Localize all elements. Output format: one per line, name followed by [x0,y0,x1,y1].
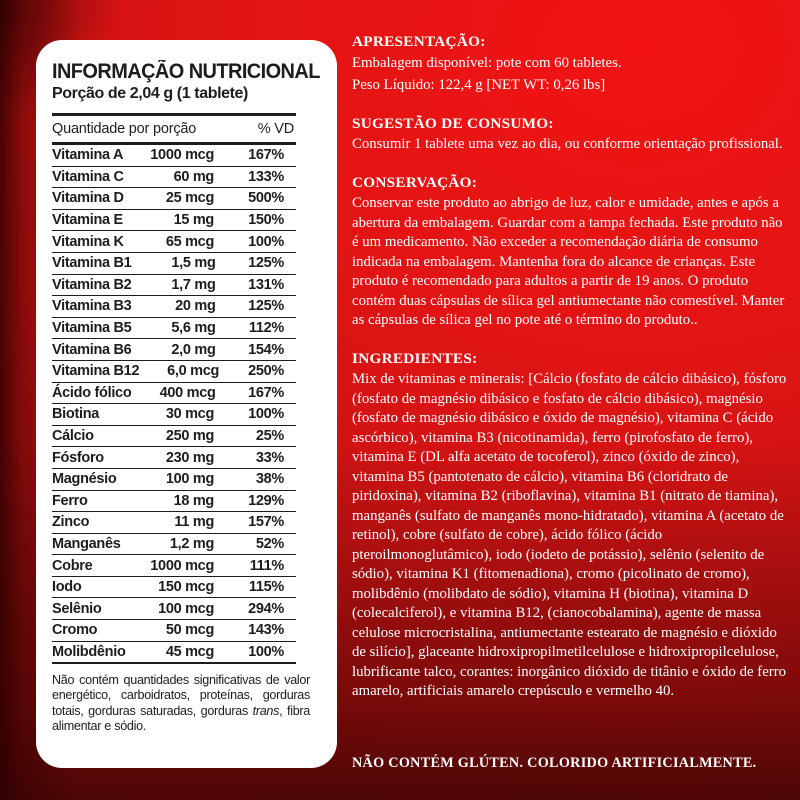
section-heading: CONSERVAÇÃO: [352,173,478,191]
nutrient-name: Vitamina B1 [52,255,132,272]
table-row [52,598,296,620]
table-row [52,253,296,275]
nutrient-amount: 1,2 mg [169,535,214,552]
table-row [52,404,296,426]
label-info-column [352,32,788,720]
info-section [352,32,788,96]
nutrient-amount: 5,6 mg [171,320,216,337]
nutrient-amount: 45 mcg [165,643,214,660]
table-row [52,145,296,167]
quantity-per-serving-label: Quantidade por porção [52,121,197,137]
nutrient-amount: 230 mg [165,449,214,466]
table-row [52,339,296,361]
nutrient-dv: 500% [248,190,284,207]
section-text: Consumir 1 tablete uma vez ao dia, ou conforme orientação profissional. [352,136,783,152]
serving-size: Porção de 2,04 g (1 tablete) [52,85,248,102]
nutrient-amount: 65 mcg [165,233,214,250]
nutrient-amount: 100 mg [165,471,214,488]
nutrient-amount: 1,5 mg [171,255,216,272]
nutrient-dv: 250% [248,363,284,380]
table-row [52,447,296,469]
nutrient-name: Vitamina K [52,233,124,250]
table-row [52,620,296,642]
section-text: Conservar este produto ao abrigo de luz, calor e umidade, antes e após a abertura da embalagem. Guardar com a tampa fechada. Este produto não é um medicamento. Não exceder a recomendação diária de consumo indicada na embalagem. Mantenha fora do alcance de crianças. Este produto é recomendado para adultos a partir de 19 anos. O produto contém duas cápsulas de sílica gel antiumectante não comestível. Manter as cápsulas de sílica gel no pote até o término do produto.. [352,195,785,328]
nutrient-dv: 143% [248,622,284,639]
nutrient-amount: 1000 mcg [150,147,214,164]
nutrition-facts-panel [36,40,337,768]
nutrient-dv: 25% [255,428,284,445]
nutrient-dv: 131% [248,276,284,293]
nutrition-table-body [52,145,296,664]
nutrient-amount: 150 mcg [158,579,214,596]
nutrient-dv: 100% [248,643,284,660]
nutrient-name: Iodo [52,579,82,596]
nutrient-name: Biotina [52,406,100,423]
nutrient-amount: 30 mcg [165,406,214,423]
table-row [52,361,296,383]
section-heading: APRESENTAÇÃO: [352,33,486,50]
nutrient-dv: 33% [255,449,284,466]
nutrient-amount: 50 mcg [165,622,214,639]
nutrient-amount: 250 mg [165,428,214,445]
nutrient-dv: 125% [248,255,284,272]
section-text: Mix de vitaminas e minerais: [Cálcio (fosfato de cálcio dibásico), fósforo (fosfato de magnésio dibásico e fosfato de cálcio dibásico), magnésio (fosfato de magnésio dibásico e óxido de magnésio), vitamina C (ácido ascórbico), vitamina B3 (nicotinamida), ferro (pirofosfato de ferro), vitamina E (DL alfa acetato de tocoferol), zinco (óxido de zinco), vitamina B5 (pantotenato de cálcio), vitamina B6 (cloridrato de piridoxina), vitamina B2 (riboflavina), vitamina B1 (nitrato de tiamina), manganês (sulfato de manganês mono-hidratado), vitamina A (acetato de retinol), cobre (sulfato de cobre), ácido fólico (ácido pteroilmonoglutâmico), iodo (iodeto de potássio), selênio (selenito de sódio), vitamina K1 (fitomenadiona), cromo (picolinato de cromo), molibdênio (molibdato de sódio), vitamina H (biotina), vitamina D (colecalciferol), e vitamina B12, (cianocobalamina), agente de massa celulose microcristalina, antiumectante estearato de magnésio e dióxido de silício], glaceante hidroxipropilmetilcelulose e hidroxipropilcelulose, lubrificante talco, corantes: inorgânico dióxido de titânio e óxido de ferro amarelo, artificiais amarelo crepúsculo e vermelho 40. [352,371,787,699]
nutrient-name: Cálcio [52,428,94,445]
nutrient-name: Ácido fólico [52,384,132,401]
nutrient-dv: 129% [248,492,284,509]
table-row [52,167,296,189]
nutrition-footnote [52,673,310,734]
nutrient-dv: 52% [255,535,284,552]
nutrient-amount: 60 mg [173,168,214,185]
table-row [52,534,296,556]
nutrition-panel-title: INFORMAÇÃO NUTRICIONAL [52,60,320,83]
nutrient-name: Vitamina B12 [52,363,140,380]
section-text: Embalagem disponível: pote com 60 tabletes. [352,54,622,71]
nutrition-table [52,113,296,664]
nutrient-amount: 20 mg [175,298,216,315]
nutrient-name: Ferro [52,492,88,509]
section-text: Peso Líquido: 122,4 g [NET WT: 0,26 lbs] [352,77,606,93]
nutrient-name: Fósforo [52,449,104,466]
nutrient-dv: 125% [248,298,284,315]
nutrient-amount: 6,0 mcg [167,363,220,380]
table-row [52,275,296,297]
info-section [352,173,788,331]
nutrient-name: Vitamina C [52,168,124,185]
nutrient-dv: 38% [255,471,284,488]
nutrient-dv: 167% [248,384,284,401]
nutrient-name: Manganês [52,535,121,552]
nutrient-dv: 167% [248,147,284,164]
nutrient-dv: 100% [248,406,284,423]
table-row [52,642,296,665]
nutrient-dv: 112% [248,320,284,337]
table-row [52,426,296,448]
table-row [52,296,296,318]
nutrition-table-header [52,113,296,145]
table-row [52,383,296,405]
section-heading: SUGESTÃO DE CONSUMO: [352,114,554,132]
footnote-text-before: Não contém quantidades significativas de valor energético, carboidratos, proteínas, gorduras totais, gorduras saturadas, gorduras [52,673,310,718]
nutrient-dv: 294% [248,600,284,617]
nutrient-name: Selênio [52,600,102,617]
table-row [52,555,296,577]
nutrient-name: Vitamina A [52,147,124,164]
table-row [52,188,296,210]
nutrient-dv: 154% [248,341,284,358]
table-row [52,577,296,599]
nutrient-name: Cromo [52,622,98,639]
nutrient-name: Vitamina E [52,212,123,229]
nutrient-dv: 111% [249,557,284,574]
nutrient-name: Magnésio [52,471,117,488]
section-heading: INGREDIENTES: [352,349,478,367]
nutrient-name: Vitamina B5 [52,320,132,337]
table-row [52,231,296,253]
nutrient-dv: 100% [248,233,284,250]
table-row [52,491,296,513]
nutrient-name: Vitamina D [52,190,124,207]
nutrient-dv: 150% [248,212,284,229]
nutrient-amount: 100 mcg [158,600,214,617]
nutrient-name: Vitamina B6 [52,341,132,358]
nutrient-dv: 115% [248,579,284,596]
nutrient-amount: 25 mcg [165,190,214,207]
nutrient-amount: 400 mcg [159,384,216,401]
info-section [352,114,788,155]
nutrient-amount: 15 mg [173,212,214,229]
nutrient-name: Molibdênio [52,643,126,660]
daily-value-label: % VD [257,121,294,137]
nutrient-dv: 133% [248,168,284,185]
nutrient-name: Vitamina B3 [52,298,132,315]
table-row [52,512,296,534]
table-row [52,469,296,491]
nutrient-name: Cobre [52,557,93,574]
nutrient-amount: 11 mg [174,514,214,531]
table-row [52,318,296,340]
nutrient-amount: 2,0 mg [171,341,216,358]
nutrient-amount: 18 mg [173,492,214,509]
nutrient-dv: 157% [248,514,284,531]
footnote-text-italic: trans [252,703,280,718]
nutrient-amount: 1,7 mg [171,276,216,293]
gluten-free-statement: NÃO CONTÉM GLÚTEN. COLORIDO ARTIFICIALMENTE. [352,755,757,771]
nutrient-name: Zinco [52,514,90,531]
nutrient-name: Vitamina B2 [52,276,132,293]
nutrient-amount: 1000 mcg [150,557,214,574]
footnote-text-after: , fibra alimentar e sódio. [52,703,310,733]
table-row [52,210,296,232]
info-section [352,349,788,702]
